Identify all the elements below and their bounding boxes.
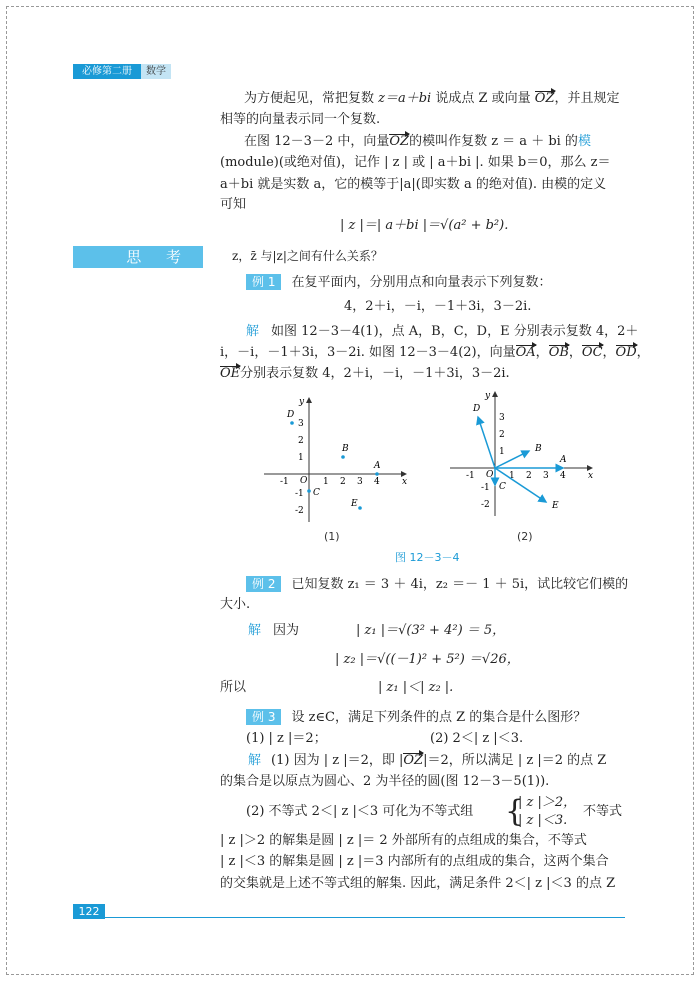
text: 为方便起见，常把复数 [244, 91, 379, 106]
text: | z |＞2 的解集是圆 | z |＝ 2 外部所有的点组成的集合，不等式 [220, 833, 587, 848]
figure-caption: 图 12－3－4 [395, 551, 460, 564]
point-label-e: E [552, 501, 559, 511]
x-tick-label: -1 [280, 477, 289, 487]
y-axis-label: y [299, 397, 305, 407]
x-tick-label: 2 [340, 477, 346, 487]
point-label-d: D [287, 410, 295, 420]
point-label-e: E [351, 499, 358, 509]
point-c [307, 489, 311, 493]
example-tag: 例 2 [246, 576, 281, 592]
example-3 [246, 709, 586, 726]
figure-12-3-4 [250, 390, 610, 550]
think-question: z，z̄ 与|z|之间有什么关系？ [232, 249, 383, 263]
point-a [375, 472, 379, 476]
solution-line: i，－i，－1＋3i，3－2i. 如图 12－3－4(2)，向量OA，OB，OC，OD， [220, 345, 650, 360]
y-tick-label: 3 [298, 419, 304, 429]
text: 不等式 [583, 804, 623, 819]
y-tick-label: 3 [499, 413, 505, 423]
text: 的交集就是上述不等式组的解集. 因此，满足条件 2＜| z |＜3 的点 Z [220, 876, 616, 891]
point-label-b: B [342, 444, 349, 454]
solution-label: 解 [248, 753, 262, 768]
x-tick-label: 4 [560, 471, 566, 481]
solution-label: 解 [246, 324, 260, 339]
think-box [73, 246, 203, 268]
solution-line [248, 753, 606, 769]
solution-label: 解 [248, 623, 262, 638]
condition-2: (2) 2＜| z |＜3. [430, 731, 524, 746]
y-tick-label: 1 [499, 447, 505, 457]
example-1 [246, 274, 551, 291]
footer-rule [105, 917, 625, 918]
text: (1) 因为 | z |＝2，即 | [271, 753, 404, 768]
point-b [341, 455, 345, 459]
solution-line [248, 623, 299, 639]
x-tick-label: -1 [466, 471, 475, 481]
text: (2) 不等式 2＜| z |＜3 可化为不等式组 [246, 804, 474, 819]
paragraph-line: 可知 [220, 197, 247, 212]
text: 设 z∈C，满足下列条件的点 Z 的集合是什么图形？ [291, 710, 587, 725]
vector-d [478, 417, 495, 468]
x-tick-label: 3 [357, 477, 363, 487]
paragraph-line [244, 91, 620, 107]
x-tick-label: 3 [543, 471, 549, 481]
x-tick-label: 4 [374, 477, 380, 487]
y-tick-label: 2 [298, 436, 304, 446]
paragraph-line: (module)(或绝对值)，记作 | z | 或 | a＋bi |. 如果 b＝0，那么 z＝ [220, 155, 611, 170]
brace: { [505, 794, 525, 829]
y-axis-label: y [485, 391, 491, 401]
text: 在复平面内，分别用点和向量表示下列复数： [291, 275, 552, 290]
text: |＝2，所以满足 | z |＝2 的点 Z [423, 753, 607, 768]
text: ，并且规定 [554, 91, 620, 106]
point-e [358, 506, 362, 510]
text: 说成点 Z 或向量 [431, 91, 535, 106]
example-tag: 例 1 [246, 274, 281, 290]
y-tick-label: 2 [499, 430, 505, 440]
vector-oz: OZ [403, 753, 424, 768]
point-label-a: A [560, 455, 567, 465]
think-label: 思 考 [126, 248, 191, 266]
point-label-b: B [535, 444, 542, 454]
origin-label: O [300, 476, 308, 486]
origin-label: O [486, 470, 494, 480]
y-tick-label: 1 [298, 453, 304, 463]
vector-oz: OZ [534, 91, 555, 106]
vector-od: OD [615, 345, 637, 360]
term-module: 模 [577, 134, 591, 149]
text: 的模叫作复数 z ＝ a ＋ bi 的 [409, 134, 578, 149]
subfigure-1-label: (1) [324, 530, 340, 543]
point-label-d: D [473, 404, 481, 414]
vector-oe: OE [220, 366, 241, 381]
condition-1: (1) | z |＝2； [246, 731, 327, 746]
y-tick-label: -1 [481, 483, 490, 493]
vector-oc: OC [581, 345, 603, 360]
text: 的集合是以原点为圆心、2 为半径的圆(图 12－3－5(1)). [220, 774, 550, 789]
text: 大小. [220, 597, 251, 612]
formula: | z₁ |＝√(3² + 4²) ＝ 5， [356, 623, 506, 638]
point-d [290, 421, 294, 425]
paragraph-line: 相等的向量表示同一个复数. [220, 112, 381, 127]
x-tick-label: 1 [323, 477, 329, 487]
point-label-c: C [499, 482, 506, 492]
formula: | z₂ |＝√((－1)² + 5²) ＝√26， [335, 652, 520, 667]
example-tag: 例 3 [246, 709, 281, 725]
formula: | z₁ |＜| z₂ |. [378, 680, 454, 695]
text: 因为 [273, 623, 300, 638]
y-tick-label: -1 [295, 489, 304, 499]
inequality-1: | z |＞2， [518, 795, 577, 810]
paragraph-line [244, 134, 591, 150]
text: 所以 [220, 680, 247, 695]
modulus-formula: | z |＝| a＋bi |＝√(a² + b²). [340, 218, 509, 233]
subfigure-2-label: (2) [517, 530, 533, 543]
solution-line [220, 366, 510, 382]
book-label: 必修第二册 [73, 64, 141, 79]
text: 在图 12－3－2 中，向量 [244, 134, 390, 149]
paragraph-line: a＋bi 就是实数 a，它的模等于|a|(即实数 a 的绝对值). 由模的定义 [220, 177, 607, 192]
subject-label: 数学 [141, 64, 171, 79]
example-2 [246, 576, 628, 593]
vector-oa: OA [515, 345, 536, 360]
solution-line [246, 324, 638, 340]
text: 如图 12－3－4(1)，点 A，B，C，D，E 分别表示复数 4，2＋ [271, 324, 639, 339]
vector-oz: OZ [389, 134, 410, 149]
y-tick-label: -2 [481, 500, 490, 510]
inequality-2: | z |＜3. [518, 813, 568, 828]
point-label-a: A [374, 461, 381, 471]
text: | z |＜3 的解集是圆 | z |＝3 内部所有的点组成的集合，这两个集合 [220, 854, 609, 869]
text: i，－i，－1＋3i，3－2i. 如图 12－3－4(2)，向量 [220, 345, 516, 360]
number-list: 4，2＋i，－i，－1＋3i，3－2i. [344, 299, 532, 314]
x-axis-label: x [402, 477, 408, 487]
page-number: 122 [73, 904, 105, 919]
text: 已知复数 z₁ ＝ 3 ＋ 4i，z₂ ＝－ 1 ＋ 5i，试比较它们模的 [291, 577, 629, 592]
x-tick-label: 2 [526, 471, 532, 481]
vector-ob: OB [548, 345, 569, 360]
point-label-c: C [313, 488, 320, 498]
x-axis-label: x [588, 471, 594, 481]
y-tick-label: -2 [295, 506, 304, 516]
math: z＝a＋bi [378, 91, 432, 106]
text: 分别表示复数 4，2＋i，－i，－1＋3i，3－2i. [240, 366, 510, 381]
x-tick-label: 1 [509, 471, 515, 481]
